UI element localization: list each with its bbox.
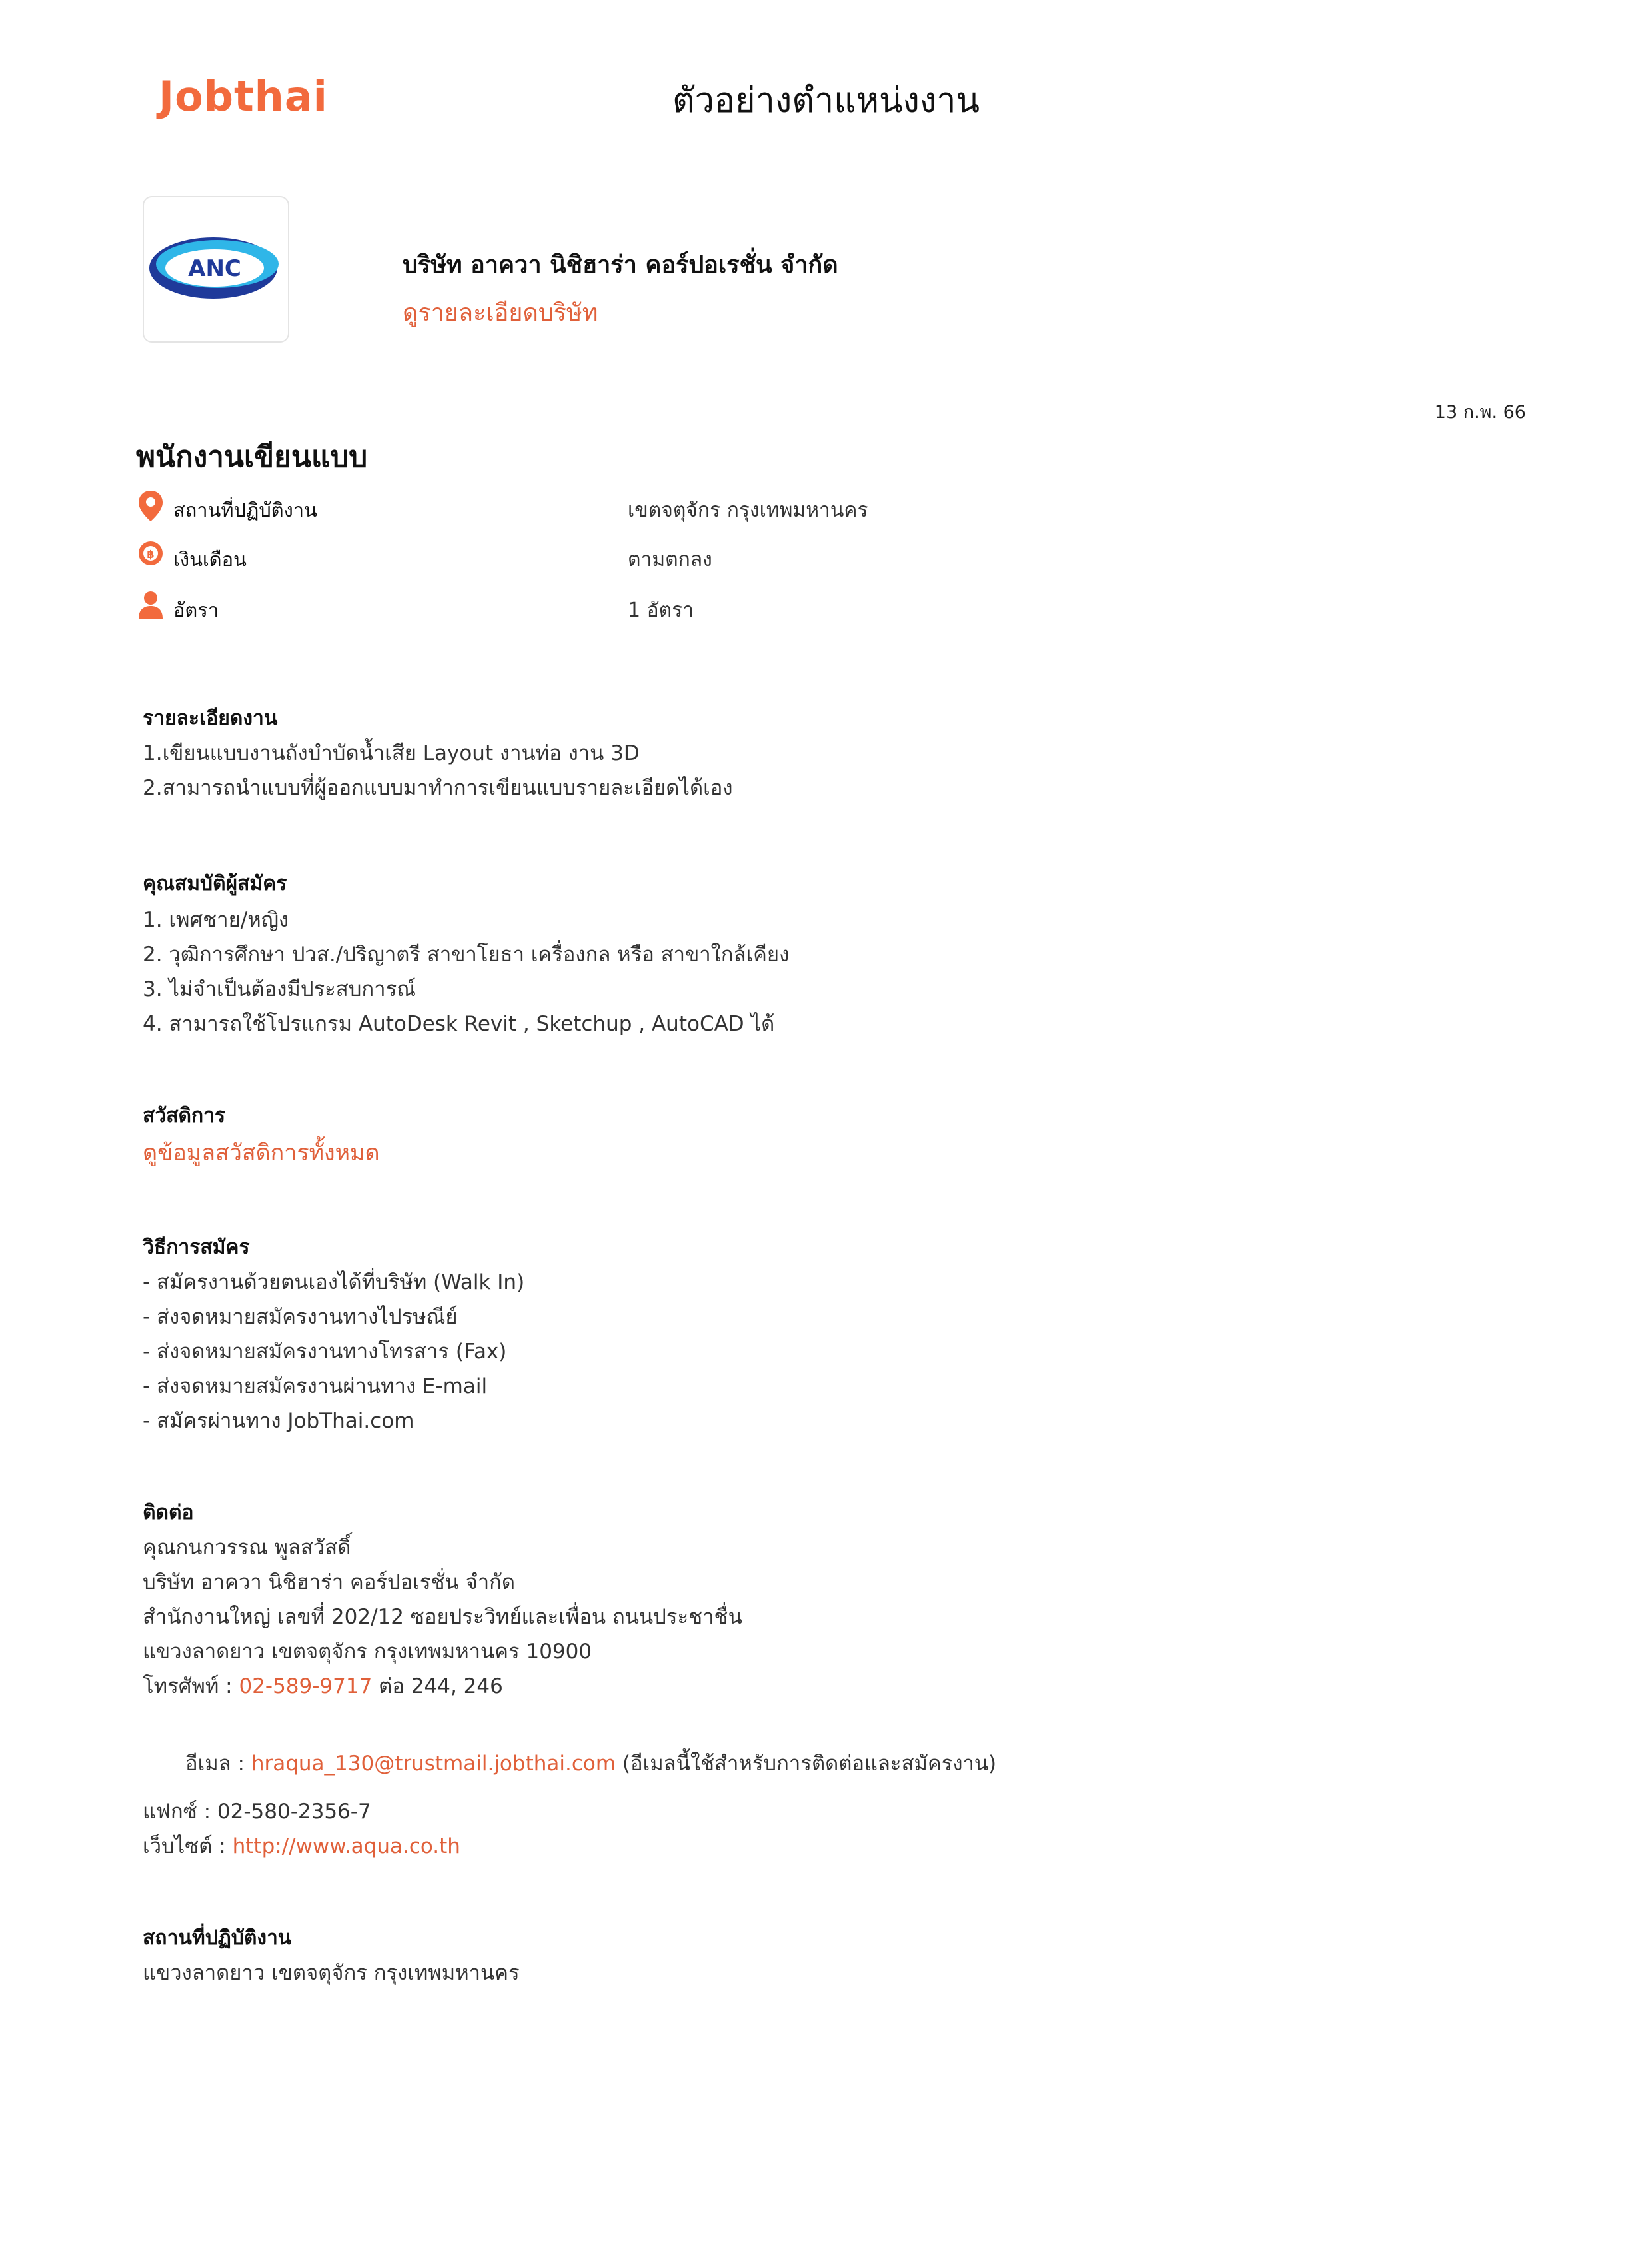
person-icon xyxy=(136,589,165,623)
info-value: เขตจตุจักร กรุงเทพมหานคร xyxy=(628,499,868,522)
info-value: ตามตกลง xyxy=(628,548,712,571)
workplace-value: แขวงลาดยาว เขตจตุจักร กรุงเทพมหานคร xyxy=(143,1961,520,1985)
company-logo xyxy=(143,196,289,343)
contact-line: คุณกนกวรรณ พูลสวัสดิ์ xyxy=(143,1536,351,1560)
qualification-line: 1. เพศชาย/หญิง xyxy=(143,908,289,932)
contact-title: ติดต่อ xyxy=(143,1501,194,1524)
svg-text:฿: ฿ xyxy=(147,548,155,561)
description-line: 2.สามารถนำแบบที่ผู้ออกแบบมาทำการเขียนแบบรายละเอียดได้เอง xyxy=(143,776,733,800)
coin-icon xyxy=(136,539,165,572)
phone-link[interactable]: 02-589-9717 xyxy=(239,1674,373,1698)
qualification-line: 2. วุฒิการศึกษา ปวส./ปริญาตรี สาขาโยธา เครื่องกล หรือ สาขาใกล้เคียง xyxy=(143,943,790,967)
workplace-title: สถานที่ปฏิบัติงาน xyxy=(143,1926,292,1950)
post-date: 13 ก.พ. 66 xyxy=(1434,402,1526,423)
company-name: บริษัท อาควา นิชิฮาร่า คอร์ปอเรชั่น จำกัด xyxy=(403,251,838,279)
job-title: พนักงานเขียนแบบ xyxy=(136,440,368,474)
info-row-openings xyxy=(136,589,1069,627)
apply-line: - สมัครงานด้วยตนเองได้ที่บริษัท (Walk In) xyxy=(143,1270,525,1294)
apply-line: - สมัครผ่านทาง JobThai.com xyxy=(143,1409,414,1433)
page-title: ตัวอย่างตำแหน่งงาน xyxy=(672,81,980,121)
qualification-line: 4. สามารถใช้โปรแกรม AutoDesk Revit , Sketchup , AutoCAD ได้ xyxy=(143,1012,775,1036)
info-label: เงินเดือน xyxy=(173,548,247,571)
contact-fax: แฟกซ์ : 02-580-2356-7 xyxy=(143,1800,371,1824)
description-title: รายละเอียดงาน xyxy=(143,707,278,730)
jobthai-logo[interactable]: Jobthai xyxy=(159,72,328,121)
company-logo-text: ANC xyxy=(188,255,241,282)
apply-title: วิธีการสมัคร xyxy=(143,1236,250,1259)
contact-line: บริษัท อาควา นิชิฮาร่า คอร์ปอเรชั่น จำกัด xyxy=(143,1570,516,1594)
contact-phone-row xyxy=(143,1669,503,1702)
email-note: (อีเมลนี้ใช้สำหรับการติดต่อและสมัครงาน) xyxy=(616,1752,997,1776)
phone-ext: ต่อ 244, 246 xyxy=(372,1674,503,1698)
info-row-salary xyxy=(136,539,1069,576)
contact-website-row xyxy=(143,1829,460,1862)
website-label: เว็บไซต์ : xyxy=(143,1834,233,1858)
contact-line: สำนักงานใหญ่ เลขที่ 202/12 ซอยประวิทย์และเพื่อน ถนนประชาชื่น xyxy=(143,1605,742,1629)
info-label: สถานที่ปฏิบัติงาน xyxy=(173,499,317,521)
company-details-link[interactable]: ดูรายละเอียดบริษัท xyxy=(403,299,598,327)
qualification-line: 3. ไม่จำเป็นต้องมีประสบการณ์ xyxy=(143,977,416,1001)
phone-label: โทรศัพท์ : xyxy=(143,1674,239,1698)
description-line: 1.เขียนแบบงานถังบำบัดน้ำเสีย Layout งานท่อ งาน 3D xyxy=(143,741,640,765)
email-label: อีเมล : xyxy=(185,1752,251,1776)
apply-line: - ส่งจดหมายสมัครงานทางโทรสาร (Fax) xyxy=(143,1340,507,1364)
apply-line: - ส่งจดหมายสมัครงานทางไปรษณีย์ xyxy=(143,1305,458,1329)
info-label: อัตรา xyxy=(173,599,219,621)
website-link[interactable]: http://www.aqua.co.th xyxy=(232,1834,460,1858)
benefits-link[interactable]: ดูข้อมูลสวัสดิการทั้งหมด xyxy=(143,1140,380,1166)
info-value: 1 อัตรา xyxy=(628,599,694,622)
email-link[interactable]: hraqua_130@trustmail.jobthai.com xyxy=(251,1752,616,1776)
contact-line: แขวงลาดยาว เขตจตุจักร กรุงเทพมหานคร 10900 xyxy=(143,1640,592,1664)
qualifications-title: คุณสมบัติผู้สมัคร xyxy=(143,872,287,895)
apply-line: - ส่งจดหมายสมัครงานผ่านทาง E-mail xyxy=(143,1374,488,1398)
info-row-location xyxy=(136,489,1069,527)
location-pin-icon xyxy=(136,489,165,523)
benefits-title: สวัสดิการ xyxy=(143,1104,226,1127)
contact-email-row xyxy=(185,1746,996,1780)
